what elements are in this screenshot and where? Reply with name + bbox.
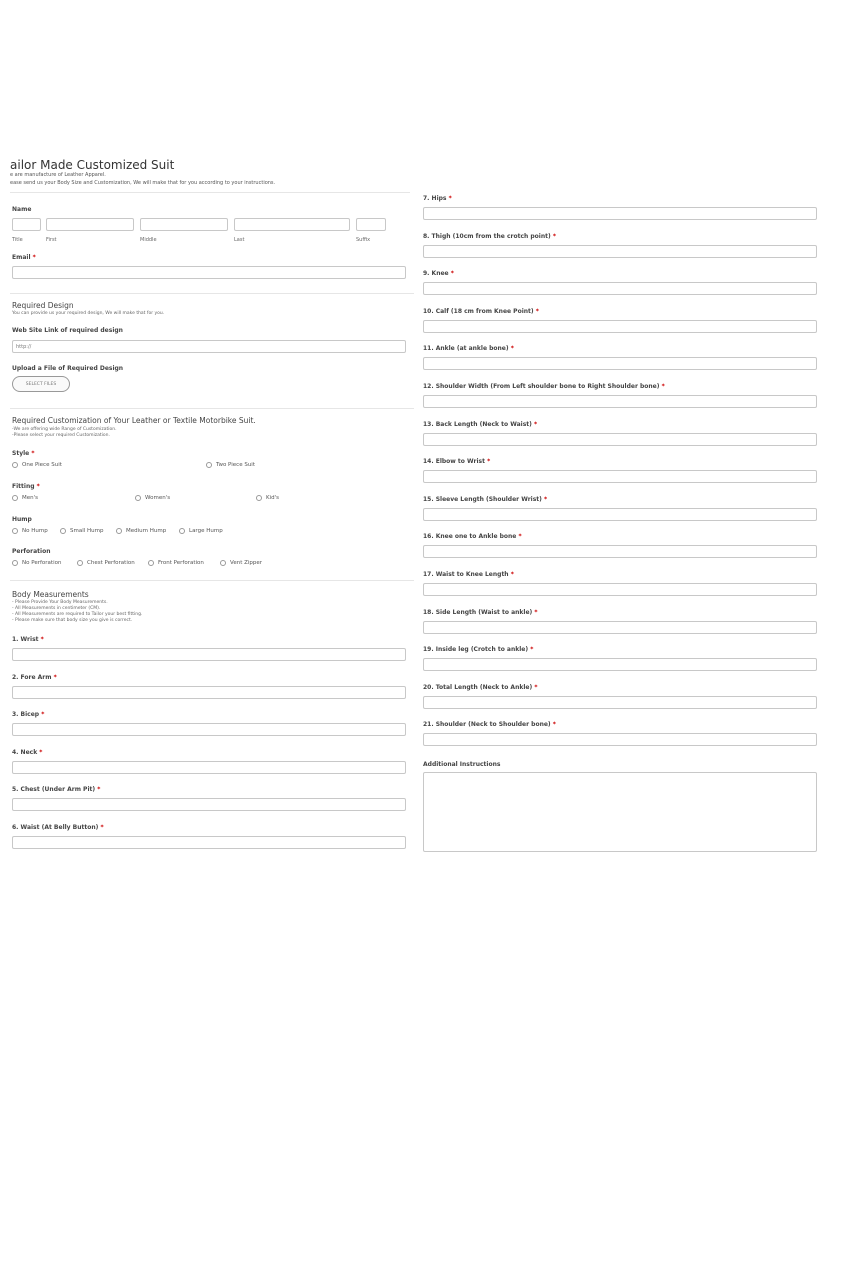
hump-small-radio[interactable]: Small Hump bbox=[60, 528, 104, 534]
required-marker: * bbox=[41, 711, 45, 719]
measurement-right-label-13 bbox=[423, 646, 533, 653]
radio-circle-icon bbox=[256, 495, 262, 501]
email-label: Email * bbox=[12, 254, 36, 261]
measurement-right-label-11 bbox=[423, 571, 514, 578]
body-note-1: - Please Provide Your Body Measurements. bbox=[12, 600, 108, 605]
divider bbox=[10, 408, 414, 409]
page-title: ailor Made Customized Suit bbox=[10, 158, 175, 172]
required-marker: * bbox=[535, 307, 539, 315]
required-marker: * bbox=[40, 636, 44, 643]
measurement-right-input-7[interactable] bbox=[423, 433, 817, 446]
field-label-text: 18. Side Length (Waist to ankle) bbox=[423, 608, 533, 616]
design-link-input[interactable]: http:// bbox=[12, 340, 406, 353]
required-marker: * bbox=[450, 270, 454, 278]
measurement-left-label-3 bbox=[12, 711, 44, 718]
perforation-label: Perforation bbox=[12, 548, 51, 555]
field-label-text: 6. Waist (At Belly Button) bbox=[12, 824, 99, 831]
measurement-right-label-3 bbox=[423, 270, 454, 277]
measurement-left-input-3[interactable] bbox=[12, 723, 406, 736]
measurement-left-input-6[interactable] bbox=[12, 836, 406, 849]
measurement-right-label-5 bbox=[423, 345, 514, 352]
intro-line-2: ease send us your Body Size and Customization, We will make that for you according to your instructions. bbox=[10, 180, 276, 186]
measurement-right-input-11[interactable] bbox=[423, 583, 817, 596]
design-heading: Required Design bbox=[12, 301, 74, 310]
measurement-left-input-1[interactable] bbox=[12, 648, 406, 661]
name-last-input[interactable] bbox=[234, 218, 350, 231]
field-label-text: 11. Ankle (at ankle bone) bbox=[423, 345, 509, 353]
measurement-right-label-15 bbox=[423, 721, 556, 728]
measurement-right-label-8 bbox=[423, 458, 490, 465]
divider bbox=[10, 192, 410, 193]
style-one-piece-radio[interactable]: One Piece Suit bbox=[12, 462, 62, 468]
select-files-button[interactable]: SELECT FILES bbox=[12, 376, 70, 392]
radio-circle-icon bbox=[206, 462, 212, 468]
field-label-text: 7. Hips bbox=[423, 195, 447, 202]
perforation-front-radio[interactable]: Front Perforation bbox=[148, 560, 204, 566]
field-label-text: 19. Inside leg (Crotch to ankle) bbox=[423, 646, 529, 654]
field-label-text: 1. Wrist bbox=[12, 636, 39, 643]
name-first-input[interactable] bbox=[46, 218, 134, 231]
perforation-chest-radio[interactable]: Chest Perforation bbox=[77, 560, 135, 566]
field-label-text: 12. Shoulder Width (From Left shoulder bone to Right Shoulder bone) bbox=[423, 383, 660, 390]
required-marker: * bbox=[448, 195, 452, 202]
radio-circle-icon bbox=[179, 528, 185, 534]
perforation-none-radio[interactable]: No Perforation bbox=[12, 560, 61, 566]
measurement-right-input-8[interactable] bbox=[423, 470, 817, 483]
field-label-text: 8. Thigh (10cm from the crotch point) bbox=[423, 232, 551, 240]
required-marker: * bbox=[510, 571, 514, 578]
divider bbox=[10, 293, 414, 294]
field-label-text: 16. Knee one to Ankle bone bbox=[423, 533, 517, 541]
measurement-right-input-5[interactable] bbox=[423, 357, 817, 370]
field-label-text: 17. Waist to Knee Length bbox=[423, 571, 509, 578]
measurement-right-label-7 bbox=[423, 421, 537, 428]
measurement-right-label-10 bbox=[423, 533, 522, 540]
measurement-right-label-6 bbox=[423, 383, 665, 390]
measurement-left-input-4[interactable] bbox=[12, 761, 406, 774]
customization-note-2: -Please select your required Customization. bbox=[12, 433, 110, 438]
measurement-right-label-2 bbox=[423, 233, 556, 240]
field-label-text: 13. Back Length (Neck to Waist) bbox=[423, 420, 532, 428]
name-sub-suffix: Suffix bbox=[356, 237, 371, 243]
measurement-right-input-6[interactable] bbox=[423, 395, 817, 408]
required-marker: * bbox=[661, 383, 665, 390]
radio-circle-icon bbox=[12, 560, 18, 566]
email-input[interactable] bbox=[12, 266, 406, 279]
hump-label: Hump bbox=[12, 516, 32, 523]
required-marker: * bbox=[544, 495, 548, 503]
required-marker: * bbox=[534, 608, 538, 616]
hump-medium-radio[interactable]: Medium Hump bbox=[116, 528, 166, 534]
measurement-right-input-9[interactable] bbox=[423, 508, 817, 521]
measurement-right-input-3[interactable] bbox=[423, 282, 817, 295]
hump-none-radio[interactable]: No Hump bbox=[12, 528, 48, 534]
customization-heading: Required Customization of Your Leather or Textile Motorbike Suit. bbox=[12, 416, 256, 425]
measurement-right-label-12 bbox=[423, 609, 538, 616]
name-sub-first: First bbox=[46, 237, 57, 243]
customization-note-1: -We are offering wide Range of Customization. bbox=[12, 427, 117, 432]
required-marker: * bbox=[39, 748, 43, 756]
name-sub-title: Title bbox=[12, 237, 23, 243]
required-marker: * bbox=[534, 683, 538, 691]
measurement-left-label-5 bbox=[12, 786, 100, 793]
additional-instructions-label: Additional Instructions bbox=[423, 761, 501, 768]
measurement-right-label-14 bbox=[423, 684, 537, 691]
measurement-left-label-4 bbox=[12, 749, 42, 756]
measurement-left-input-2[interactable] bbox=[12, 686, 406, 699]
required-marker: * bbox=[530, 646, 534, 654]
radio-circle-icon bbox=[12, 462, 18, 468]
body-note-2: - All Measurements in centimeter (CM). bbox=[12, 606, 101, 611]
measurement-right-input-13[interactable] bbox=[423, 658, 817, 671]
field-label-text: 9. Knee bbox=[423, 270, 449, 278]
required-marker: * bbox=[552, 232, 556, 240]
design-note: You can provide us your required design, We will make that for you. bbox=[12, 311, 165, 316]
field-label-text: 5. Chest (Under Arm Pit) bbox=[12, 786, 96, 794]
required-marker: * bbox=[53, 673, 57, 681]
field-label-text: 2. Fore Arm bbox=[12, 673, 52, 681]
fitting-kids-radio[interactable]: Kid's bbox=[256, 495, 279, 501]
radio-circle-icon bbox=[12, 495, 18, 501]
field-label-text: 14. Elbow to Wrist bbox=[423, 458, 485, 466]
measurement-right-input-1[interactable] bbox=[423, 207, 817, 220]
name-sub-last: Last bbox=[234, 237, 245, 243]
name-sub-middle: Middle bbox=[140, 237, 157, 243]
radio-circle-icon bbox=[116, 528, 122, 534]
field-label-text: 15. Sleeve Length (Shoulder Wrist) bbox=[423, 495, 542, 503]
design-link-label: Web Site Link of required design bbox=[12, 327, 123, 334]
field-label-text: 21. Shoulder (Neck to Shoulder bone) bbox=[423, 721, 551, 729]
measurement-left-label-6 bbox=[12, 824, 104, 831]
style-label: Style * bbox=[12, 450, 35, 457]
body-note-4: - Please make sure that body size you give is correct. bbox=[12, 618, 133, 623]
radio-circle-icon bbox=[77, 560, 83, 566]
measurement-right-input-10[interactable] bbox=[423, 545, 817, 558]
fitting-label: Fitting * bbox=[12, 483, 40, 490]
radio-circle-icon bbox=[220, 560, 226, 566]
required-marker: * bbox=[534, 420, 538, 428]
divider bbox=[10, 580, 414, 581]
additional-instructions-textarea[interactable] bbox=[423, 772, 817, 852]
intro-line-1: e are manufacture of Leather Apparel. bbox=[10, 172, 106, 178]
measurement-right-label-1 bbox=[423, 195, 452, 202]
measurement-right-input-14[interactable] bbox=[423, 696, 817, 709]
radio-circle-icon bbox=[148, 560, 154, 566]
measurement-right-input-2[interactable] bbox=[423, 245, 817, 258]
name-middle-input[interactable] bbox=[140, 218, 228, 231]
fitting-mens-radio[interactable]: Men's bbox=[12, 495, 38, 501]
measurement-right-input-15[interactable] bbox=[423, 733, 817, 746]
field-label-text: 4. Neck bbox=[12, 748, 38, 756]
required-marker: * bbox=[552, 721, 556, 729]
fitting-womens-radio[interactable]: Women's bbox=[135, 495, 170, 501]
measurement-right-label-4 bbox=[423, 308, 539, 315]
name-suffix-input[interactable] bbox=[356, 218, 386, 231]
field-label-text: 20. Total Length (Neck to Ankle) bbox=[423, 683, 533, 691]
radio-circle-icon bbox=[60, 528, 66, 534]
required-marker: * bbox=[100, 824, 104, 831]
upload-label: Upload a File of Required Design bbox=[12, 365, 124, 372]
body-measurements-heading: Body Measurements bbox=[12, 590, 89, 599]
body-note-3: - All Measurements are required to Tailor your best fitting. bbox=[12, 612, 143, 617]
required-marker: * bbox=[97, 786, 101, 794]
name-title-input[interactable] bbox=[12, 218, 41, 231]
radio-circle-icon bbox=[12, 528, 18, 534]
field-label-text: 3. Bicep bbox=[12, 711, 40, 719]
field-label-text: 10. Calf (18 cm from Knee Point) bbox=[423, 307, 534, 315]
measurement-left-input-5[interactable] bbox=[12, 798, 406, 811]
perforation-vent-zipper-radio[interactable]: Vent Zipper bbox=[220, 560, 262, 566]
measurement-right-input-4[interactable] bbox=[423, 320, 817, 333]
required-marker: * bbox=[518, 533, 522, 541]
required-marker: * bbox=[487, 458, 491, 466]
radio-circle-icon bbox=[135, 495, 141, 501]
required-marker: * bbox=[510, 345, 514, 353]
style-two-piece-radio[interactable]: Two Piece Suit bbox=[206, 462, 255, 468]
measurement-left-label-1 bbox=[12, 636, 44, 643]
measurement-right-label-9 bbox=[423, 496, 547, 503]
hump-large-radio[interactable]: Large Hump bbox=[179, 528, 223, 534]
name-label: Name bbox=[12, 206, 32, 213]
measurement-left-label-2 bbox=[12, 674, 57, 681]
measurement-right-input-12[interactable] bbox=[423, 621, 817, 634]
